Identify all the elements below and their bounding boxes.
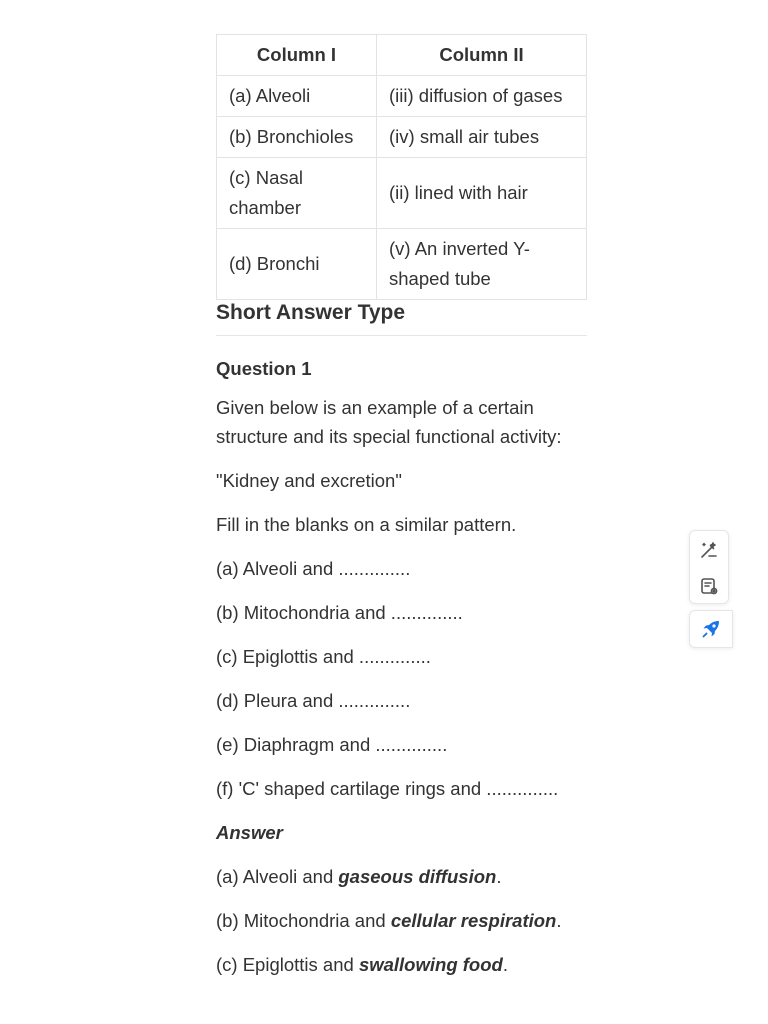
document-settings-icon[interactable] bbox=[698, 575, 720, 597]
table-cell: (iv) small air tubes bbox=[377, 117, 587, 158]
table-row bbox=[217, 158, 587, 229]
table-cell: (c) Nasal chamber bbox=[217, 158, 377, 229]
question-item: (c) Epiglottis and .............. bbox=[216, 646, 431, 667]
answer-emphasis: gaseous diffusion bbox=[338, 866, 497, 887]
article-content bbox=[216, 34, 587, 979]
answer-suffix: . bbox=[502, 954, 508, 975]
table-cell: (iii) diffusion of gases bbox=[377, 76, 587, 117]
question-item: (a) Alveoli and .............. bbox=[216, 558, 411, 579]
match-table bbox=[216, 34, 587, 300]
answer-prefix: (b) Mitochondria and bbox=[216, 910, 391, 931]
question-item: (e) Diaphragm and .............. bbox=[216, 734, 448, 755]
question-item: (f) 'C' shaped cartilage rings and .............. bbox=[216, 778, 559, 799]
answer-suffix: . bbox=[556, 910, 562, 931]
question-item: (b) Mitochondria and .............. bbox=[216, 602, 463, 623]
answer-heading: Answer bbox=[216, 822, 283, 843]
answer-suffix: . bbox=[496, 866, 502, 887]
answer-item bbox=[216, 906, 587, 935]
answer-prefix: (a) Alveoli and bbox=[216, 866, 339, 887]
question-title: Question 1 bbox=[216, 358, 312, 379]
column-header: Column I bbox=[217, 35, 377, 76]
answer-item bbox=[216, 950, 587, 979]
question-intro: Given below is an example of a certain structure and its special functional activity: bbox=[216, 397, 562, 447]
table-row bbox=[217, 76, 587, 117]
table-cell: (a) Alveoli bbox=[217, 76, 377, 117]
floating-toolbar bbox=[689, 530, 729, 604]
table-cell: (d) Bronchi bbox=[217, 229, 377, 300]
table-row bbox=[217, 117, 587, 158]
answer-prefix: (c) Epiglottis and bbox=[216, 954, 359, 975]
answer-emphasis: swallowing food bbox=[358, 954, 503, 975]
table-row bbox=[217, 229, 587, 300]
table-cell: (ii) lined with hair bbox=[377, 158, 587, 229]
answer-emphasis: cellular respiration bbox=[390, 910, 557, 931]
section-title: Short Answer Type bbox=[216, 300, 587, 336]
answer-item bbox=[216, 862, 587, 891]
table-cell: (b) Bronchioles bbox=[217, 117, 377, 158]
column-header: Column II bbox=[377, 35, 587, 76]
rocket-icon bbox=[700, 618, 722, 640]
magic-pen-icon[interactable] bbox=[698, 539, 720, 561]
question-example: "Kidney and excretion" bbox=[216, 470, 402, 491]
question-item: (d) Pleura and .............. bbox=[216, 690, 411, 711]
rocket-button[interactable] bbox=[689, 610, 733, 648]
question-instruction: Fill in the blanks on a similar pattern. bbox=[216, 514, 517, 535]
table-header-row bbox=[217, 35, 587, 76]
table-cell: (v) An inverted Y-shaped tube bbox=[377, 229, 587, 300]
